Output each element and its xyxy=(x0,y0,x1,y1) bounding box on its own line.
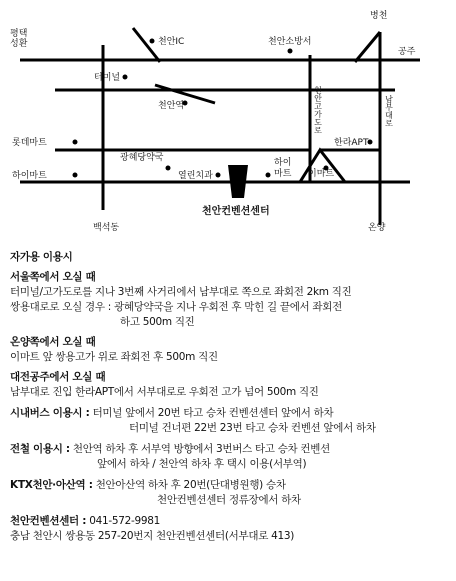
label-hanra-apt: 한라APT xyxy=(334,138,369,148)
dot-cheonan-ic xyxy=(150,39,155,44)
bus-label: 시내버스 이용시 : xyxy=(10,407,90,419)
dot-yeollin-dental xyxy=(216,173,221,178)
location-map xyxy=(0,0,456,240)
label-gwanghye: 광혜당약국 xyxy=(120,153,164,163)
from-onyang-title: 온양쪽에서 오실 때 xyxy=(10,336,96,348)
label-terminal: 터미널 xyxy=(94,73,121,83)
ktx-line: 천안컨벤션센터 정류장에서 하차 xyxy=(157,494,301,506)
contact-row xyxy=(10,514,450,529)
from-seoul-line: 하고 500m 직진 xyxy=(120,316,195,328)
phone-number: 041-572-9981 xyxy=(89,515,160,527)
ktx-line: 천안아산역 하차 후 20번(단대병원행) 승차 xyxy=(95,479,286,491)
from-onyang-line: 이마트 앞 쌍용고가 위로 좌회전 후 500m 직진 xyxy=(10,351,218,363)
label-cheonan-station: 천안역 xyxy=(158,101,185,111)
label-yeollin: 열린치과 xyxy=(178,171,213,181)
metro-label: 전철 이용시 : xyxy=(10,443,70,455)
label-hi-mart-mid-2: 마트 xyxy=(274,169,292,179)
contact-label: 천안컨벤션센터 : xyxy=(10,515,87,527)
dot-hi-mart-mid xyxy=(266,173,271,178)
from-seoul-title: 서울쪽에서 오실 때 xyxy=(10,271,96,283)
road-byeongcheon xyxy=(355,32,380,62)
label-lotte-mart: 롯데마트 xyxy=(12,138,47,148)
label-cheonan-overpass: 천안고가도로 xyxy=(313,86,323,134)
dot-lotte-mart xyxy=(73,140,78,145)
label-fire-station: 천안소방서 xyxy=(268,37,312,47)
road-network xyxy=(20,28,420,225)
bus-line: 터미널 앞에서 20번 타고 승차 컨벤션센터 앞에서 하차 xyxy=(92,407,334,419)
from-daejeon-title: 대전공주에서 오실 때 xyxy=(10,371,106,383)
ktx-label: KTX천안·아산역 : xyxy=(10,479,93,491)
metro-line: 앞에서 하차 / 천안역 하차 후 택시 이용(서부역) xyxy=(97,458,307,470)
dot-gwanghye xyxy=(166,166,171,171)
label-emart: 이마트 xyxy=(308,169,335,179)
label-pyeongtaek: 평택 xyxy=(10,29,28,39)
ktx-row xyxy=(10,478,450,493)
label-nambu-road: 남부대로 xyxy=(384,95,394,127)
directions-panel xyxy=(10,250,450,544)
metro-row xyxy=(10,442,450,457)
dot-fire-station xyxy=(288,49,293,54)
road-ic-diagonal xyxy=(133,28,160,62)
label-hi-mart-mid-1: 하이 xyxy=(274,158,292,168)
metro-line: 천안역 하차 후 서부역 방향에서 3번버스 타고 승차 컨벤션 xyxy=(72,443,330,455)
label-gongju: 공주 xyxy=(398,47,416,57)
label-cheonan-ic: 천안IC xyxy=(158,37,185,47)
from-daejeon-line: 남부대로 진입 한라APT에서 서부대로로 우회전 고가 넘어 500m 직진 xyxy=(10,386,319,398)
dot-terminal xyxy=(123,75,128,80)
label-convention-center: 천안컨벤션센터 xyxy=(202,206,270,217)
dot-hi-mart-left xyxy=(73,173,78,178)
bus-line: 터미널 건너편 22번 23번 타고 승차 컨벤션 앞에서 하차 xyxy=(129,422,376,434)
convention-center-icon xyxy=(228,165,248,198)
label-baekseok: 백석동 xyxy=(93,223,120,233)
label-onyang: 온양 xyxy=(368,223,386,233)
from-seoul-line: 터미널/고가도로를 지나 3번째 사거리에서 남부대로 쪽으로 좌회전 2km 직진 xyxy=(10,286,352,298)
bus-row xyxy=(10,406,450,421)
label-hi-mart-left: 하이마트 xyxy=(12,171,47,181)
address: 충남 천안시 쌍용동 257-20번지 천안컨벤션센터(서부대로 413) xyxy=(10,530,295,542)
label-seonghwan: 성환 xyxy=(10,39,28,49)
car-title: 자가용 이용시 xyxy=(10,251,73,263)
from-seoul-line: 쌍용대로로 오실 경우 : 광혜당약국을 지나 우회전 후 막힌 길 끝에서 좌회전 xyxy=(10,301,342,313)
label-byeongcheon: 병천 xyxy=(370,11,388,21)
